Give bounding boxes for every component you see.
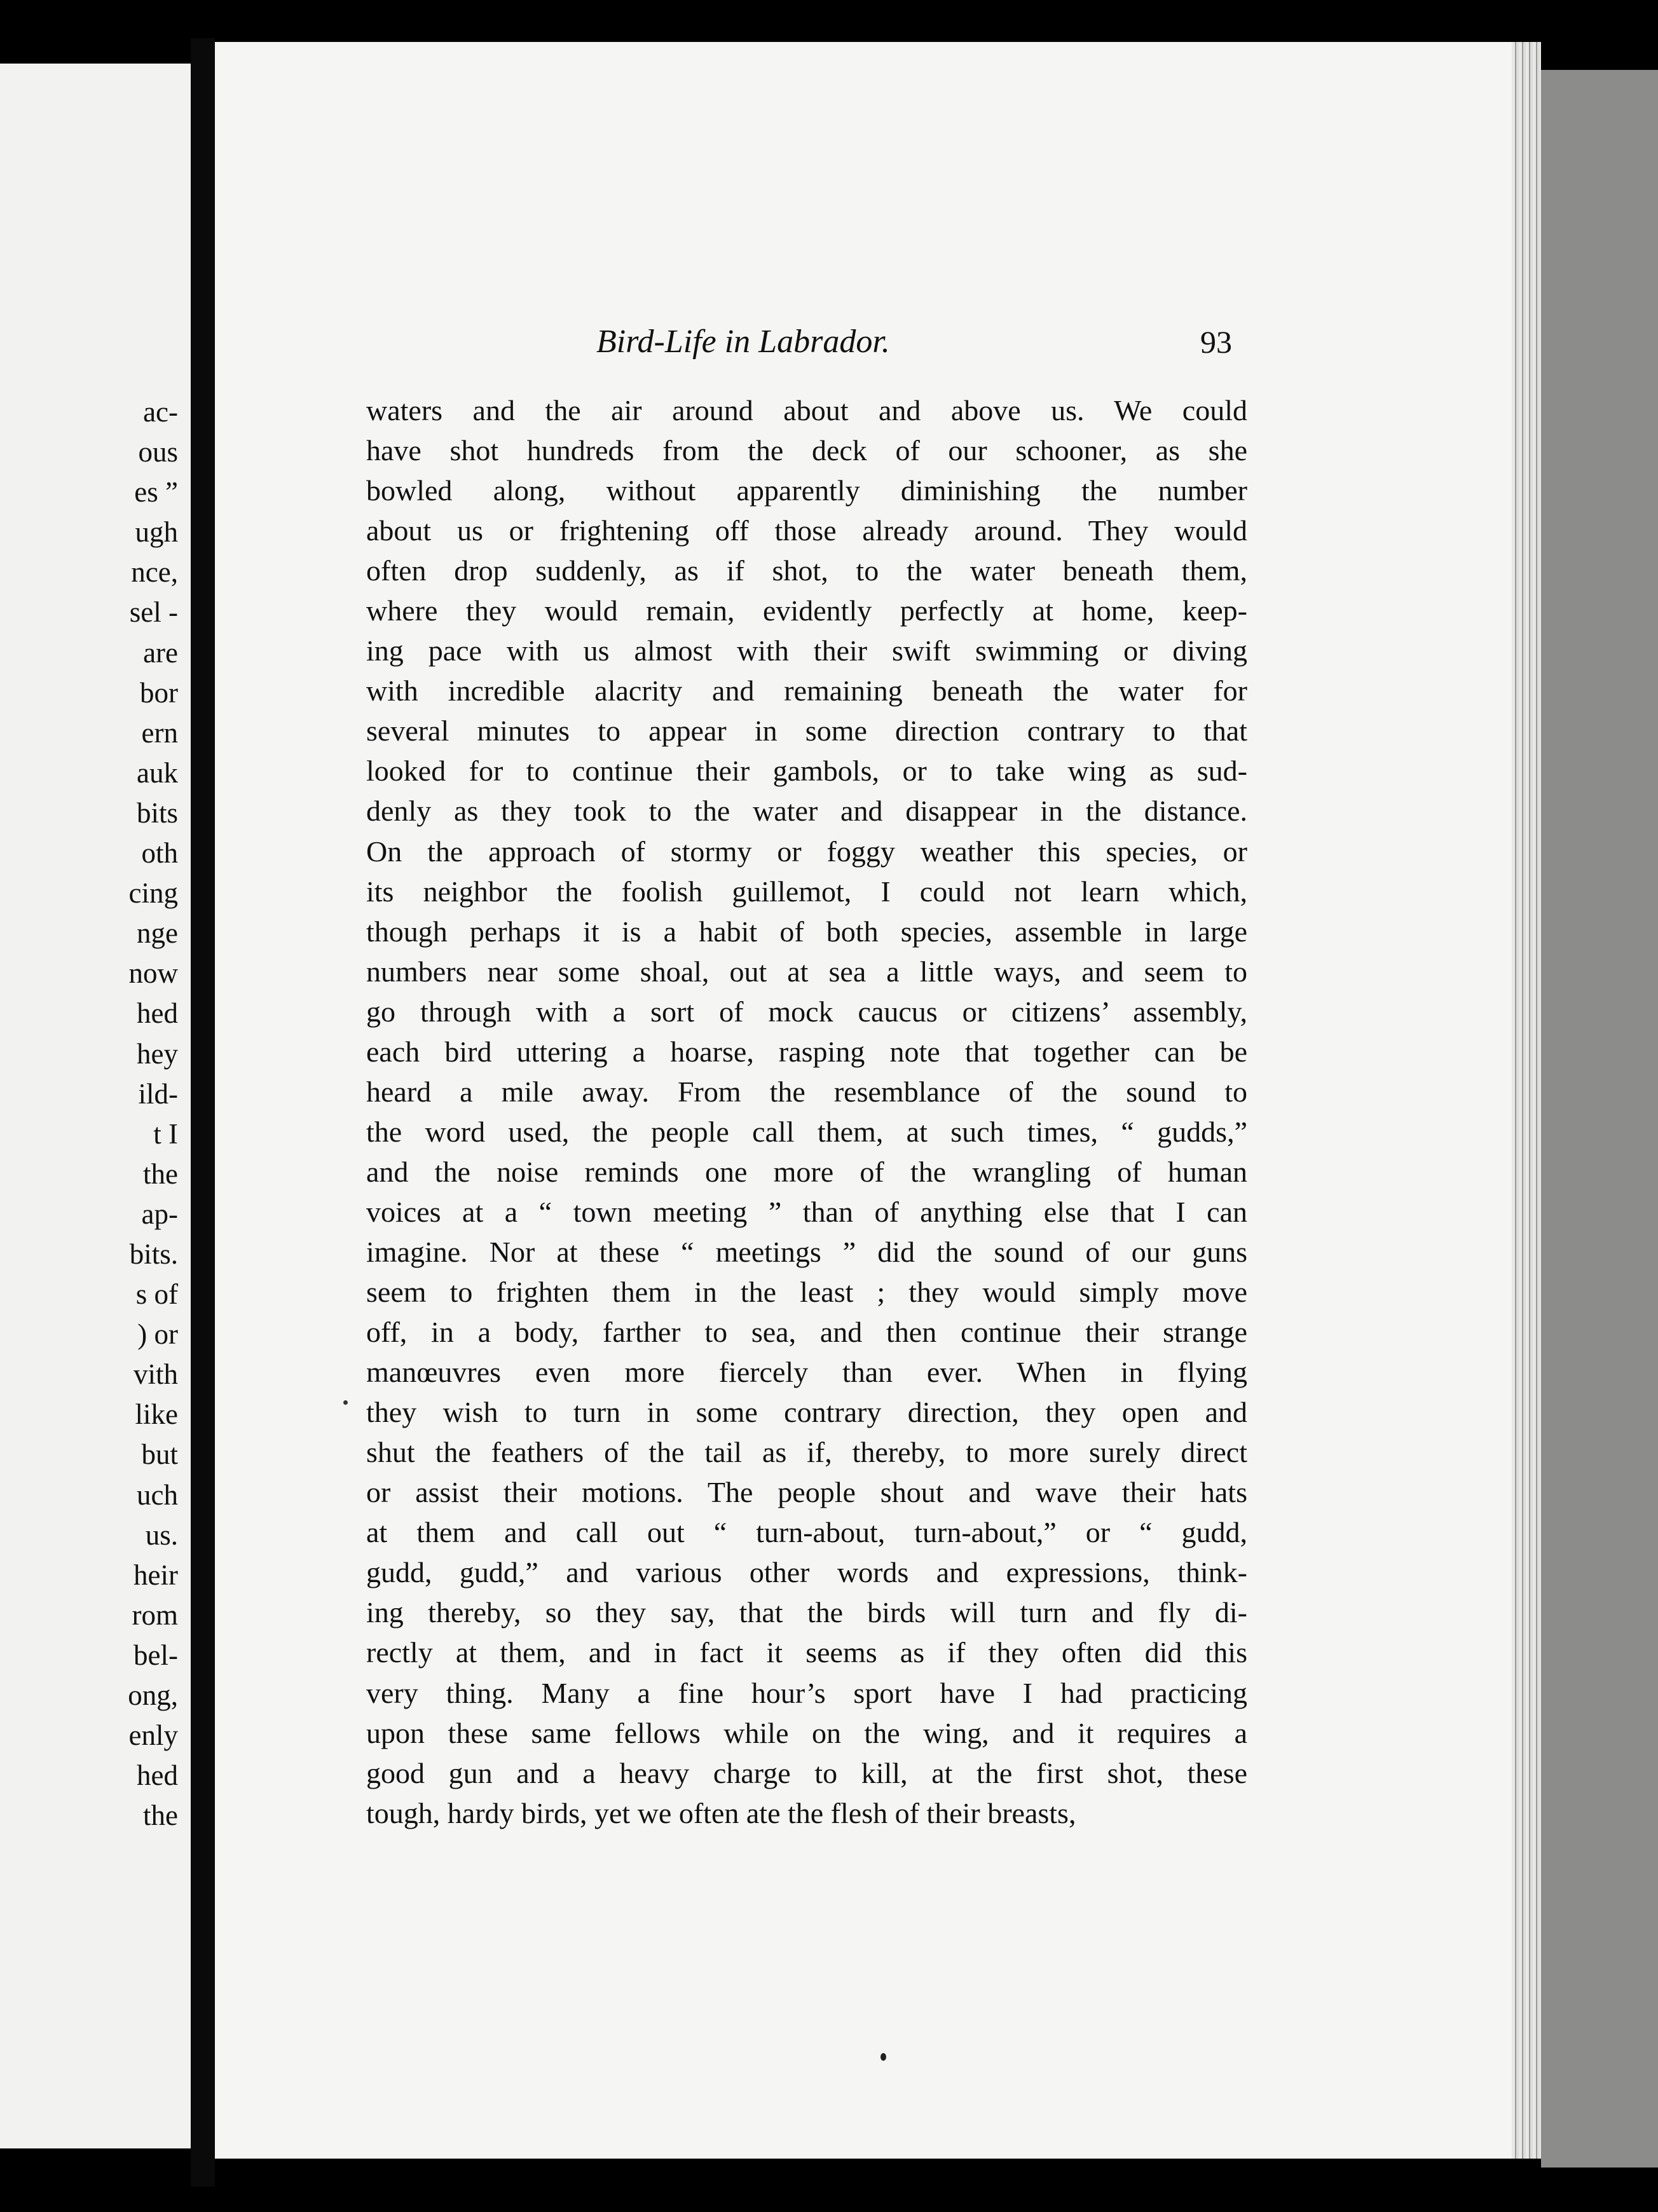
left-page-line-fragment: but: [141, 1438, 178, 1471]
left-page-line-fragment: hey: [137, 1037, 178, 1070]
left-page-line-fragment: ugh: [135, 516, 178, 549]
left-page-line-fragment: nce,: [131, 556, 178, 589]
text-line: or assist their motions. The people shout and wave their hats: [366, 1476, 1247, 1509]
text-line: several minutes to appear in some direction contrary to that: [366, 714, 1247, 748]
text-line: very thing. Many a fine hour’s sport have I had practicing: [366, 1676, 1247, 1709]
text-line: bowled along, without apparently diminishing the number: [366, 474, 1247, 507]
text-line: its neighbor the foolish guillemot, I could not learn which,: [366, 875, 1247, 908]
left-page-line-fragment: like: [135, 1398, 178, 1431]
left-page-line-fragment: rom: [132, 1599, 178, 1631]
running-head: [596, 320, 1232, 364]
text-line: ing thereby, so they say, that the birds will turn and fly di-: [366, 1596, 1247, 1629]
left-page-line-fragment: ) or: [137, 1318, 178, 1351]
left-page-line-fragment: hed: [137, 997, 178, 1030]
left-page-line-fragment: are: [143, 636, 178, 669]
text-line: about us or frightening off those already around. They would: [366, 514, 1247, 547]
left-page-line-fragment: ac-: [143, 396, 178, 428]
left-page-line-fragment: s of: [135, 1278, 178, 1311]
text-line: at them and call out “ turn-about, turn-about,” or “ gudd,: [366, 1516, 1247, 1549]
left-page-line-fragment: t I: [153, 1117, 178, 1150]
text-line: rectly at them, and in fact it seems as if they often did this: [366, 1636, 1247, 1669]
text-line: shut the feathers of the tail as if, thereby, to more surely direct: [366, 1436, 1247, 1469]
text-line: looked for to continue their gambols, or to take wing as sud-: [366, 754, 1247, 788]
left-page-text-fragments: [128, 392, 178, 1836]
text-line: have shot hundreds from the deck of our schooner, as she: [366, 434, 1247, 467]
left-page-line-fragment: es ”: [134, 476, 178, 509]
left-page-line-fragment: us.: [145, 1519, 178, 1551]
left-page-line-fragment: auk: [137, 756, 178, 789]
text-line: off, in a body, farther to sea, and then continue their strange: [366, 1316, 1247, 1349]
left-page-line-fragment: nge: [137, 917, 178, 950]
left-page: [0, 64, 191, 2148]
left-page-line-fragment: vith: [133, 1358, 178, 1391]
left-page-line-fragment: now: [128, 957, 178, 990]
left-page-line-fragment: ild-: [138, 1077, 178, 1110]
text-line: upon these same fellows while on the wing, and it requires a: [366, 1716, 1247, 1749]
page-edges: [1512, 42, 1541, 2159]
left-page-line-fragment: bits: [136, 796, 178, 829]
body-text: [366, 390, 1247, 1833]
left-page-line-fragment: ous: [138, 436, 178, 468]
text-line: the word used, the people call them, at such times, “ gudds,”: [366, 1115, 1247, 1148]
text-line: good gun and a heavy charge to kill, at the first shot, these: [366, 1756, 1247, 1789]
left-page-line-fragment: sel -: [129, 596, 178, 629]
left-page-line-fragment: ern: [141, 716, 178, 749]
text-line: denly as they took to the water and disappear in the distance.: [366, 795, 1247, 828]
footer-mark: [880, 2053, 886, 2061]
text-line: voices at a “ town meeting ” than of anything else that I can: [366, 1195, 1247, 1228]
text-line: manœuvres even more fiercely than ever. When in flying: [366, 1356, 1247, 1389]
left-page-line-fragment: heir: [134, 1559, 178, 1591]
text-line: though perhaps it is a habit of both species, assemble in large: [366, 915, 1247, 948]
left-page-line-fragment: uch: [137, 1478, 178, 1511]
left-page-line-fragment: oth: [141, 837, 178, 870]
text-line: and the noise reminds one more of the wrangling of human: [366, 1155, 1247, 1188]
text-line: heard a mile away. From the resemblance of the sound to: [366, 1075, 1247, 1108]
text-line: gudd, gudd,” and various other words and expressions, think-: [366, 1556, 1247, 1589]
left-page-line-fragment: bel-: [134, 1639, 178, 1671]
left-page-line-fragment: bits.: [129, 1238, 178, 1270]
text-line: On the approach of stormy or foggy weather this species, or: [366, 835, 1247, 868]
text-line: with incredible alacrity and remaining beneath the water for: [366, 674, 1247, 707]
text-line: each bird uttering a hoarse, rasping note that together can be: [366, 1035, 1247, 1068]
left-page-line-fragment: the: [143, 1157, 178, 1190]
text-line: waters and the air around about and above us. We could: [366, 394, 1247, 427]
running-title: Bird-Life in Labrador.: [596, 324, 890, 360]
left-page-line-fragment: cing: [128, 877, 178, 910]
text-line: often drop suddenly, as if shot, to the water beneath them,: [366, 554, 1247, 587]
text-line: where they would remain, evidently perfectly at home, keep-: [366, 594, 1247, 627]
text-line: go through with a sort of mock caucus or citizens’ assembly,: [366, 995, 1247, 1028]
left-page-line-fragment: enly: [128, 1719, 178, 1752]
left-page-line-fragment: ap-: [141, 1198, 178, 1230]
text-line: numbers near some shoal, out at sea a little ways, and seem to: [366, 955, 1247, 988]
left-page-line-fragment: bor: [140, 676, 178, 709]
text-line: ing pace with us almost with their swift swimming or diving: [366, 634, 1247, 667]
book-gutter: [191, 38, 215, 2187]
page-number: 93: [1200, 324, 1232, 360]
text-line: tough, hardy birds, yet we often ate the flesh of their breasts,: [366, 1796, 1076, 1829]
text-line: imagine. Nor at these “ meetings ” did the sound of our guns: [366, 1235, 1247, 1268]
margin-mark: [343, 1400, 348, 1405]
text-line: seem to frighten them in the least ; they would simply move: [366, 1276, 1247, 1309]
left-page-line-fragment: ong,: [128, 1679, 178, 1711]
left-page-line-fragment: the: [143, 1799, 178, 1832]
text-line: they wish to turn in some contrary direction, they open and: [366, 1396, 1247, 1429]
book-cover-edge: [1541, 70, 1658, 2168]
left-page-line-fragment: hed: [137, 1759, 178, 1792]
